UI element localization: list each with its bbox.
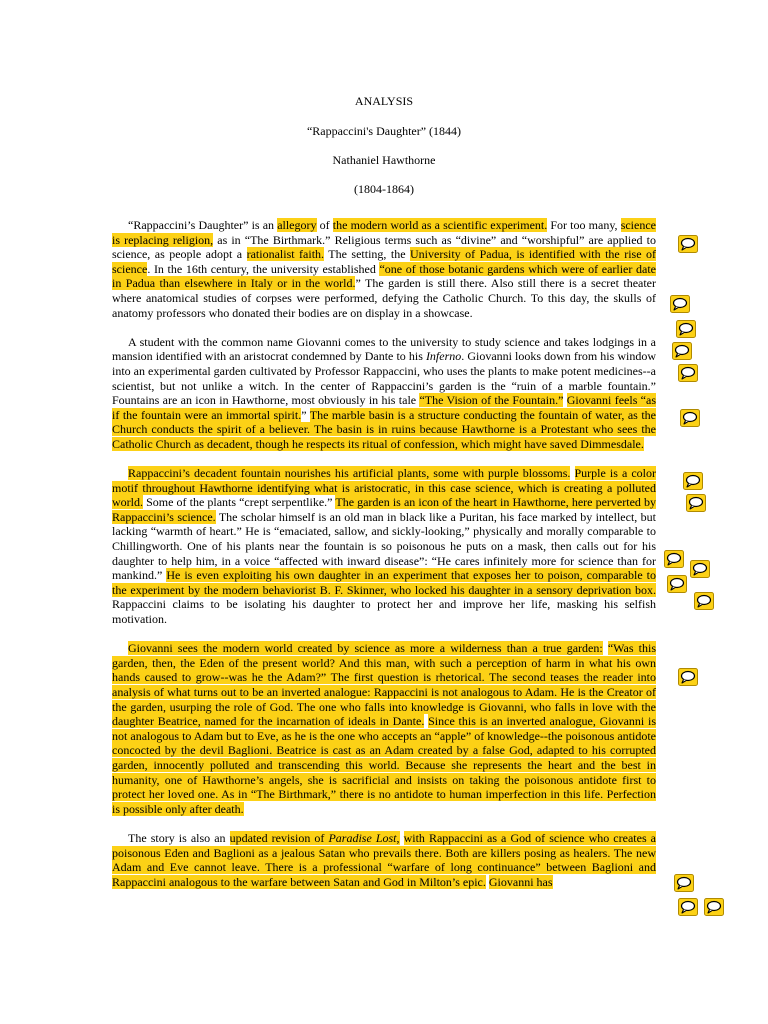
highlighted-text: The garden is an icon of the heart in Hawthorne, here perverted by Rappaccini’s science. <box>112 495 656 524</box>
text-run: . Giovanni looks down from his window into an experimental garden cultivated by Professor Rappaccini, who uses the plants to make potent medicines--a scientist, but not unlike a witch. In the center of Rappaccini’s garden is the “ruin of a marble fountain.” Fountains are an icon in Hawthorne, most obviously in his tale <box>112 349 656 408</box>
highlighted-text: Giovanni has <box>488 874 553 889</box>
highlighted-text: updated revision of <box>229 830 329 845</box>
speech-bubble-icon[interactable] <box>694 592 714 610</box>
highlighted-text: The marble basin is a structure conducting the fountain of water, as the Church conducts the spirit of a believer. The basin is in ruins because Hawthorne is a Protestant who sees the Catholic Church as decadent, though he respects its ritual of confession, which might have saved Dimmesdale. <box>112 407 656 451</box>
text-run: as in “The Birthmark.” Religious terms such as “divine” and “worshipful” are applied to science, as people adopt a <box>112 232 656 262</box>
text-run: The scholar himself is an old man in black like a Puritan, his face marked by intellect, but lacking “warmth of heart.” He is “emaciated, sallow, and sickly-looking,” physically and morally comparable to Chillingworth. One of his plants near the fountain is so poisonous he puts on a mask, then calls out for his daughter to help him, in a voice “affected with inward disease”: “He cares infinitely more for science than for mankind.” <box>112 509 656 583</box>
paragraph <box>112 466 656 627</box>
text-run: ” <box>301 407 310 422</box>
text-run: of <box>316 218 333 232</box>
speech-bubble-icon[interactable] <box>690 560 710 578</box>
speech-bubble-icon[interactable] <box>683 472 703 490</box>
paragraph <box>112 831 656 889</box>
speech-bubble-icon[interactable] <box>676 320 696 338</box>
speech-bubble-icon[interactable] <box>664 550 684 568</box>
text-run: For too many, <box>547 218 621 232</box>
text-run: A student with the common name Giovanni comes to the university to study science and takes lodgings in a mansion identified with an aristocrat condemned by Dante to his <box>112 334 656 364</box>
speech-bubble-icon[interactable] <box>670 295 690 313</box>
speech-bubble-icon[interactable] <box>678 668 698 686</box>
highlighted-text: Paradise Lost <box>328 830 397 845</box>
highlighted-text: Giovanni feels “as if the fountain were an immortal spirit. <box>112 393 657 422</box>
paragraph <box>112 218 656 320</box>
speech-bubble-icon[interactable] <box>667 575 687 593</box>
highlighted-text: Purple <box>574 466 606 481</box>
highlighted-text: allegory <box>277 218 317 232</box>
speech-bubble-icon[interactable] <box>678 364 698 382</box>
text-run: “Rappaccini’s Daughter” is an <box>128 218 278 232</box>
work-title: “Rappaccini's Daughter” (1844) <box>306 124 462 138</box>
highlighted-text: University of Padua, is identified with the rise of science <box>112 247 656 276</box>
highlighted-text: with Rappaccini as a God of science who creates a poisonous Eden and Baglioni as a jealous Satan who prevails there. Both are killers posing as healers. The new Adam and Eve cannot leave. There is a professional “warfare of long continuance” between Baglioni and Rappaccini analogous to the warfare between Satan and God in Milton’s epic. <box>112 830 656 889</box>
highlighted-text: the modern world as a scientific experiment. <box>332 218 548 232</box>
text-run <box>400 831 404 845</box>
speech-bubble-icon[interactable] <box>680 409 700 427</box>
speech-bubble-icon[interactable] <box>686 494 706 512</box>
analysis-body <box>112 218 656 904</box>
italic-text: Inferno <box>425 349 462 364</box>
highlighted-text: science is replacing religion, <box>112 218 656 247</box>
text-run: The setting, the <box>324 247 410 262</box>
highlighted-text: , <box>396 830 400 845</box>
speech-bubble-icon[interactable] <box>704 898 724 916</box>
text-run: ” The garden is still there. Also still there is a secret theater where anatomical studies of corpses were performed, defying the Catholic Church. To this day, the skulls of anatomy professors who donated their bodies are on display in a showcase. <box>112 276 656 320</box>
highlighted-text: “The Vision of the Fountain.” <box>419 393 564 408</box>
text-run: The story is also an <box>128 830 230 845</box>
highlighted-text: rationalist faith. <box>246 247 325 262</box>
paragraph <box>112 641 656 816</box>
text-run: Some of the plants “crept serpentlike.” <box>143 495 336 510</box>
text-run: . In the 16th century, the university established <box>147 261 380 276</box>
text-run <box>570 466 574 480</box>
author-dates: (1804-1864) <box>354 182 414 196</box>
highlighted-text: is a color motif throughout Hawthorne identifying what is aristocratic, in this case science, which is creating a polluted world. <box>112 466 656 510</box>
paragraph <box>112 335 656 452</box>
doc-title: ANALYSIS <box>354 94 414 108</box>
text-run: Rappaccini claims to be isolating his daughter to protect her and improve her life, masking his selfish motivation. <box>112 597 656 627</box>
highlighted-text: Rappaccini’s decadent fountain nourishes his artificial plants, some with purple blossoms. <box>128 466 571 481</box>
highlighted-text: “Was this garden, then, the Eden of the present world? And this man, with such a perception of harm in what his own hands caused to grow--was he the Adam?” The first question is rhetorical. The second teases the reader into analysis of what turns out to be an inverted analogue: Rappaccini is not analogous to Adam. He is the Creator of the garden, usurping the role of God. The one who falls into knowledge is Giovanni, who falls in love with the daughter Beatrice, named for the incarnation of ideals in Dante. <box>112 641 656 729</box>
highlighted-text: Giovanni sees the modern world created by science as more a wilderness than a true garden: <box>128 641 603 656</box>
highlighted-text: He is even exploiting his own daughter in an experiment that exposes her to poison, comparable to the experiment by the modern behaviorist B. F. Skinner, who locked his daughter in a sensory deprivation box. <box>112 568 656 597</box>
speech-bubble-icon[interactable] <box>678 898 698 916</box>
highlighted-text: Since this is an inverted analogue, Giovanni is not analogous to Adam but to Eve, as he is the one who accepts an “apple” of knowledge--the poisonous antidote concocted by the devil Baglioni. Beatrice is cast as an Adam created by a false God, adapted to his corrupted garden, innocently polluted and transcending this world. Because she represents the heart and the best in humanity, one of Hawthorne’s angels, she is sacrificial and insists on taking the poisonous antidote first to protect her loved one. As in “The Birthmark,” there is no antidote to human imperfection in this life. Perfection is possible only after death. <box>112 714 657 816</box>
author-name: Nathaniel Hawthorne <box>332 153 436 167</box>
speech-bubble-icon[interactable] <box>674 874 694 892</box>
highlighted-text: “one of those botanic gardens which were of earlier date in Padua than elsewhere in Italy or in the world. <box>112 261 656 291</box>
speech-bubble-icon[interactable] <box>678 235 698 253</box>
speech-bubble-icon[interactable] <box>672 342 692 360</box>
